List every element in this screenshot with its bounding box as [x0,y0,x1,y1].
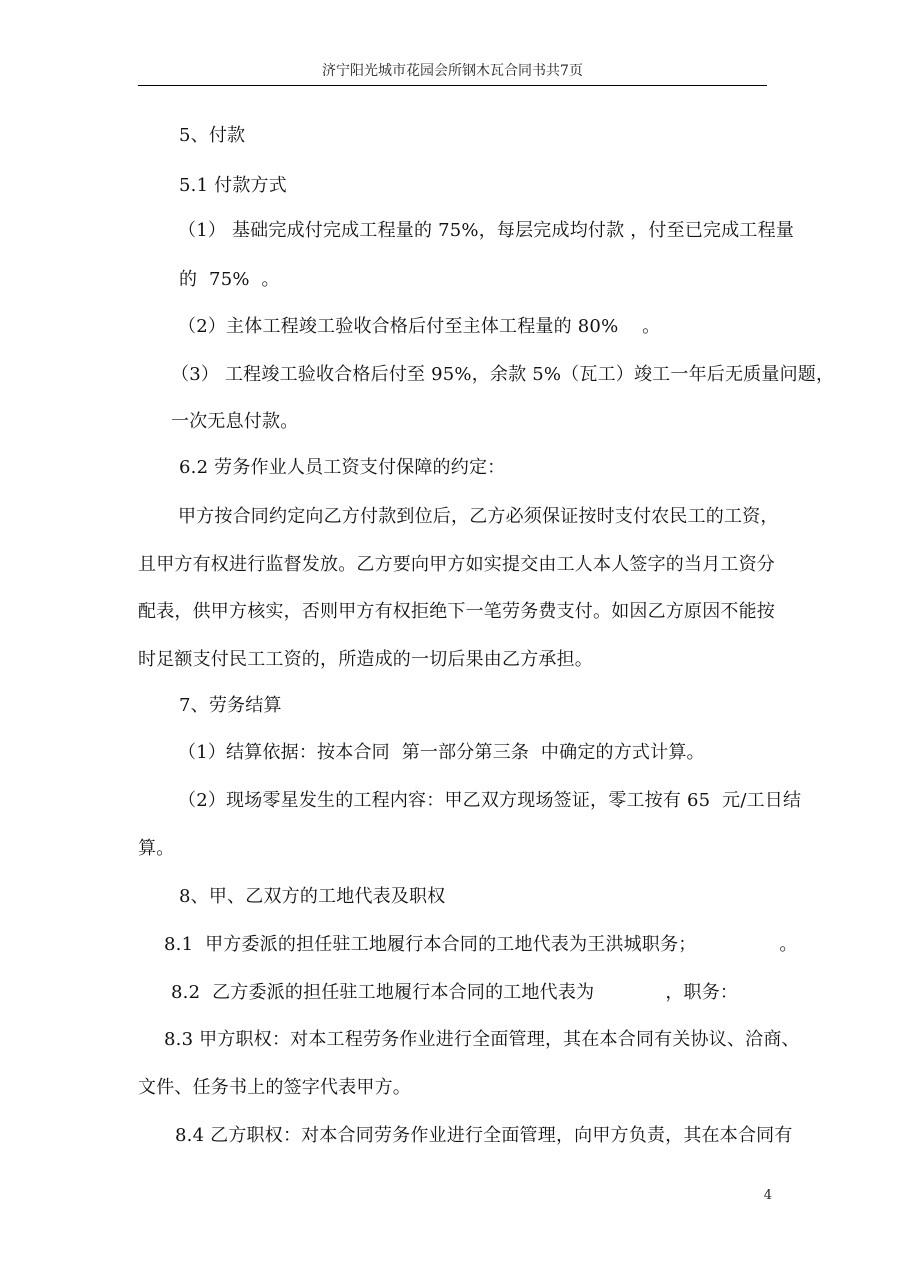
paragraph-line: 一次无息付款。 [171,411,299,432]
paragraph-line: 8.4 乙方职权：对本合同劳务作业进行全面管理，向甲方负责，其在本合同有 [175,1125,793,1146]
paragraph-line: 8.2 乙方委派的担任驻工地履行本合同的工地代表为 ，职务： [171,982,739,1003]
paragraph-line: （2）现场零星发生的工程内容：甲乙双方现场签证，零工按有 65 元/工日结 [178,790,802,811]
paragraph-line: 且甲方有权进行监督发放。乙方要向甲方如实提交由工人本人签字的当月工资分 [138,554,775,575]
page-header-title: 济宁阳光城市花园会所钢木瓦合同书共7页 [322,63,583,79]
paragraph-line: （3） 工程竣工验收合格后付至 95%，余款 5%（瓦工）竣工一年后无质量问题， [171,364,835,385]
subsection-heading-wage-guarantee: 6.2 劳务作业人员工资支付保障的约定： [179,457,506,478]
paragraph-line: 8.3 甲方职权：对本工程劳务作业进行全面管理，其在本合同有关协议、洽商、 [164,1029,800,1050]
paragraph-line: 配表，供甲方核实，否则甲方有权拒绝下一笔劳务费支付。如因乙方原因不能按 [138,601,775,622]
paragraph-line: 文件、任务书上的签字代表甲方。 [138,1077,411,1098]
paragraph-line: 算。 [138,838,175,859]
paragraph-line: 的 75% 。 [179,269,280,290]
paragraph-line: （1）结算依据：按本合同 第一部分第三条 中确定的方式计算。 [178,742,705,763]
subsection-heading-payment-method: 5.1 付款方式 [179,175,287,196]
page-number: 4 [763,1188,772,1203]
section-heading-settlement: 7、劳务结算 [179,695,282,716]
paragraph-line: （2）主体工程竣工验收合格后付至主体工程量的 80% 。 [178,316,661,337]
section-heading-site-representatives: 8、甲、乙双方的工地代表及职权 [179,886,446,907]
paragraph-line: 8.1 甲方委派的担任驻工地履行本合同的工地代表为王洪城职务； 。 [164,934,798,955]
paragraph-line: （1） 基础完成付完成工程量的 75%，每层完成均付款 ，付至已完成工程量 [178,220,795,241]
header-divider [138,85,767,86]
paragraph-line: 甲方按合同约定向乙方付款到位后，乙方必须保证按时支付农民工的工资， [178,506,779,527]
paragraph-line: 时足额支付民工工资的，所造成的一切后果由乙方承担。 [138,649,593,670]
section-heading-payment: 5、付款 [179,125,246,146]
